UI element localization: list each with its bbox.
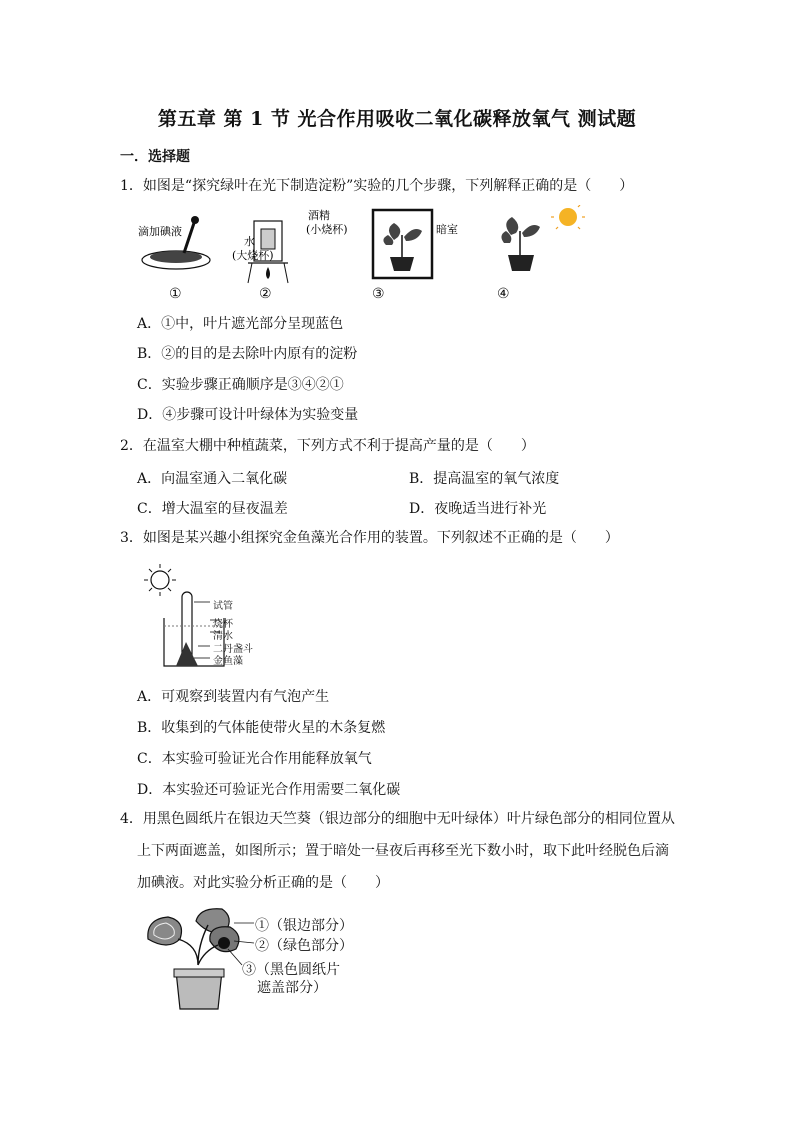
- q4-label-covered-part-2: 遮盖部分）: [257, 980, 327, 996]
- fig-label-3: ③: [372, 286, 385, 302]
- q3-option-d: D．本实验还可验证光合作用需要二氧化碳: [137, 782, 401, 798]
- q2-option-d: D．夜晚适当进行补光: [409, 501, 547, 517]
- q4-line-3: 加碘液。对此实验分析正确的是（ ）: [137, 875, 389, 891]
- q3-option-b: B．收集到的气体能使带火星的木条复燃: [137, 720, 386, 736]
- q3-option-a: A．可观察到装置内有气泡产生: [137, 689, 330, 705]
- water-label: 水: [244, 235, 255, 248]
- q1-option-b: B．②的目的是去除叶内原有的淀粉: [137, 346, 358, 362]
- q3-label-funnel: 二丹盏斗: [213, 644, 253, 655]
- page-title: 第五章 第 1 节 光合作用吸收二氧化碳释放氧气 测试题: [157, 108, 637, 130]
- q3-option-c: C．本实验可验证光合作用能释放氧气: [137, 751, 372, 767]
- q4-figure-geranium: [138, 905, 258, 1013]
- question-4-stem: [120, 803, 690, 899]
- question-3-stem: 3．如图是某兴趣小组探究金鱼藻光合作用的装置。下列叙述不正确的是（ ）: [120, 530, 619, 546]
- fig-label-1: ①: [169, 286, 182, 302]
- q1-figure-steps: [136, 205, 606, 287]
- question-1-stem: 1．如图是“探究绿叶在光下制造淀粉”实验的几个步骤，下列解释正确的是（ ）: [120, 178, 634, 194]
- q3-label-test-tube: 试管: [213, 601, 233, 612]
- fig-label-2: ②: [259, 286, 272, 302]
- sunlight-plant-figure: [501, 205, 585, 271]
- iodine-label: 滴加碘液: [138, 225, 182, 238]
- dark-room-label: 暗室: [436, 223, 458, 236]
- alcohol-label: 酒精: [308, 209, 330, 222]
- big-beaker-label: (大烧杯): [232, 249, 274, 262]
- q4-line-1: 4．用黑色圆纸片在银边天竺葵（银边部分的细胞中无叶绿体）叶片绿色部分的相同位置从: [120, 811, 675, 827]
- question-2-stem: 2．在温室大棚中种植蔬菜，下列方式不利于提高产量的是（ ）: [120, 438, 535, 454]
- q4-label-covered-part: ③（黑色圆纸片: [242, 962, 340, 978]
- q4-label-silver-edge: ①（银边部分）: [255, 918, 353, 934]
- q2-option-c: C．增大温室的昼夜温差: [137, 501, 288, 517]
- iodine-dish-figure: [142, 216, 210, 269]
- q1-option-a: A．①中，叶片遮光部分呈现蓝色: [137, 316, 344, 332]
- q4-line-2: 上下两面遮盖，如图所示；置于暗处一昼夜后再移至光下数小时，取下此叶经脱色后滴: [137, 843, 669, 859]
- q3-label-water: 清水: [213, 631, 233, 642]
- q3-label-hornwort: 金鱼藻: [213, 656, 243, 667]
- q1-option-d: D．④步骤可设计叶绿体为实验变量: [137, 407, 359, 423]
- small-beaker-label: (小烧杯): [306, 223, 348, 236]
- dark-room-figure: [373, 210, 432, 278]
- q3-label-beaker: 烧杯: [213, 619, 233, 630]
- q2-option-a: A．向温室通入二氧化碳: [137, 471, 288, 487]
- section-heading: 一．选择题: [120, 149, 190, 165]
- q4-label-green-part: ②（绿色部分）: [255, 938, 353, 954]
- fig-label-4: ④: [497, 286, 510, 302]
- q2-option-b: B．提高温室的氧气浓度: [409, 471, 560, 487]
- q3-figure-apparatus: [140, 562, 270, 672]
- q1-option-c: C．实验步骤正确顺序是③④②①: [137, 377, 344, 393]
